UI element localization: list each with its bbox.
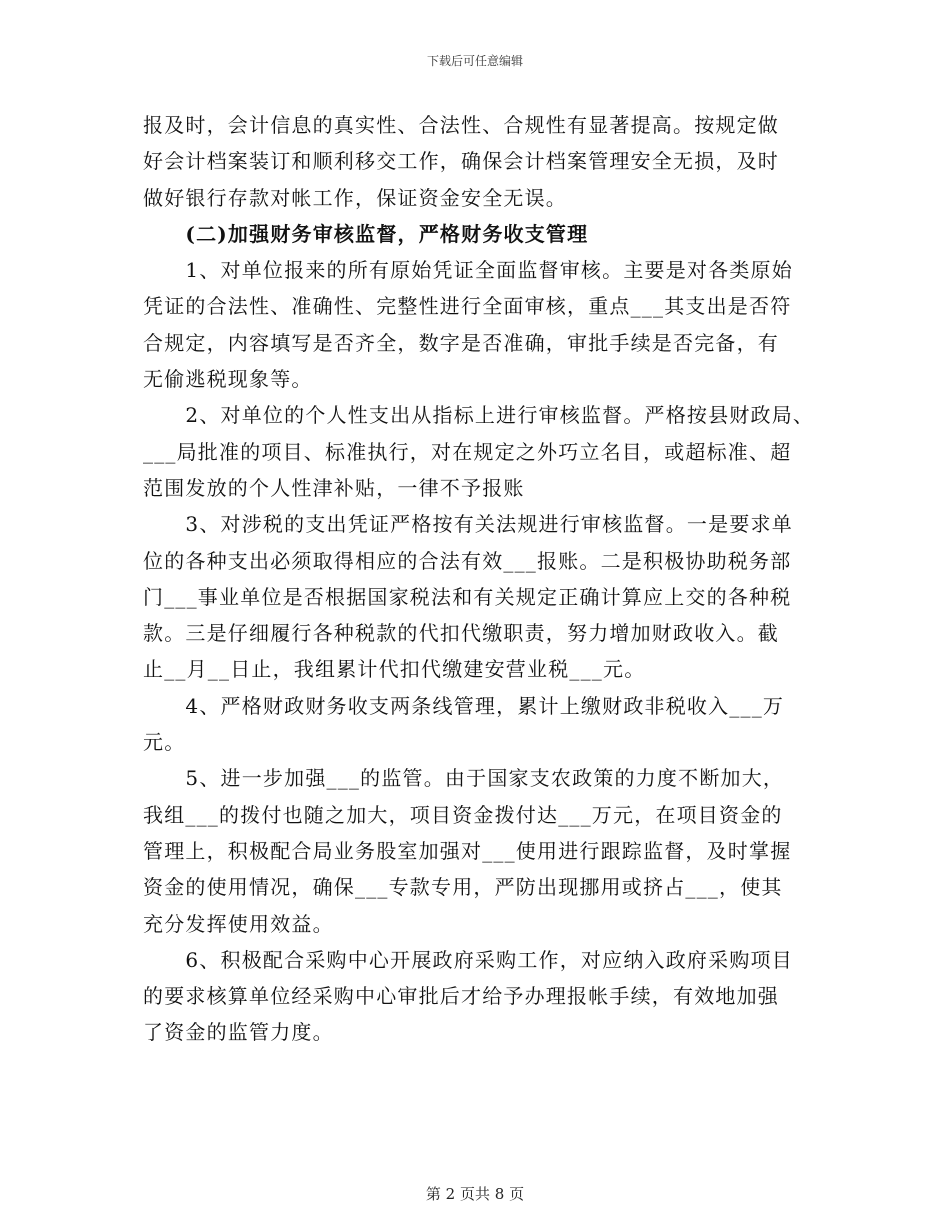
body-line: 4、严格财政财务收支两条线管理，累计上缴财政非税收入___万 bbox=[143, 693, 785, 718]
body-line: 无偷逃税现象等。 bbox=[143, 367, 313, 392]
body-line: 3、对涉税的支出凭证严格按有关法规进行审核监督。一是要求单 bbox=[143, 512, 793, 537]
body-line: 了资金的监管力度。 bbox=[143, 1020, 334, 1045]
page-header: 下载后可任意编辑 bbox=[426, 54, 523, 68]
body-line: 位的各种支出必须取得相应的合法有效___报账。二是积极协助税务部 bbox=[143, 548, 792, 573]
body-line: 1、对单位报来的所有原始凭证全面监督审核。主要是对各类原始 bbox=[143, 258, 793, 283]
body-line: 做好银行存款对帐工作，保证资金安全无误。 bbox=[143, 185, 567, 210]
body-line: 充分发挥使用效益。 bbox=[143, 911, 334, 936]
body-line: 报及时，会计信息的真实性、合法性、合规性有显著提高。按规定做 bbox=[143, 113, 779, 137]
body-line: 6、积极配合采购中心开展政府采购工作，对应纳入政府采购项目 bbox=[143, 947, 793, 972]
body-line: 5、进一步加强___的监管。由于国家支农政策的力度不断加大， bbox=[143, 766, 785, 791]
body-line: ___局批准的项目、标准执行，对在规定之外巧立名目，或超标准、超 bbox=[143, 439, 792, 464]
body-line: 合规定，内容填写是否齐全，数字是否准确，审批手续是否完备，有 bbox=[143, 330, 779, 355]
body-line: 止__月__日止，我组累计代扣代缴建安营业税___元。 bbox=[143, 657, 646, 682]
body-line: 资金的使用情况，确保___专款专用，严防出现挪用或挤占___，使其 bbox=[143, 875, 783, 900]
body-line: 款。三是仔细履行各种税款的代扣代缴职责，努力增加财政收入。截 bbox=[143, 621, 779, 646]
body-line: 元。 bbox=[143, 730, 186, 755]
body-line: 门___事业单位是否根据国家税法和有关规定正确计算应上交的各种税 bbox=[143, 584, 792, 609]
document-body bbox=[143, 107, 843, 1051]
body-line: 好会计档案装订和顺利移交工作，确保会计档案管理安全无损，及时 bbox=[143, 149, 779, 174]
body-line: 范围发放的个人性津补贴，一律不予报账 bbox=[143, 475, 525, 500]
body-line: 我组___的拨付也随之加大，项目资金拨付达___万元，在项目资金的 bbox=[143, 802, 783, 827]
body-line: 的要求核算单位经采购中心审批后才给予办理报帐手续，有效地加强 bbox=[143, 984, 779, 1009]
body-line: 2、对单位的个人性支出从指标上进行审核监督。严格按县财政局、 bbox=[143, 403, 815, 428]
body-line: 凭证的合法性、准确性、完整性进行全面审核，重点___其支出是否符 bbox=[143, 294, 792, 319]
section-heading: (二)加强财务审核监督，严格财务收支管理 bbox=[143, 221, 589, 246]
page-number-footer: 第 2 页共 8 页 bbox=[425, 1185, 525, 1203]
body-line: 管理上，积极配合局业务股室加强对___使用进行跟踪监督，及时掌握 bbox=[143, 838, 792, 863]
